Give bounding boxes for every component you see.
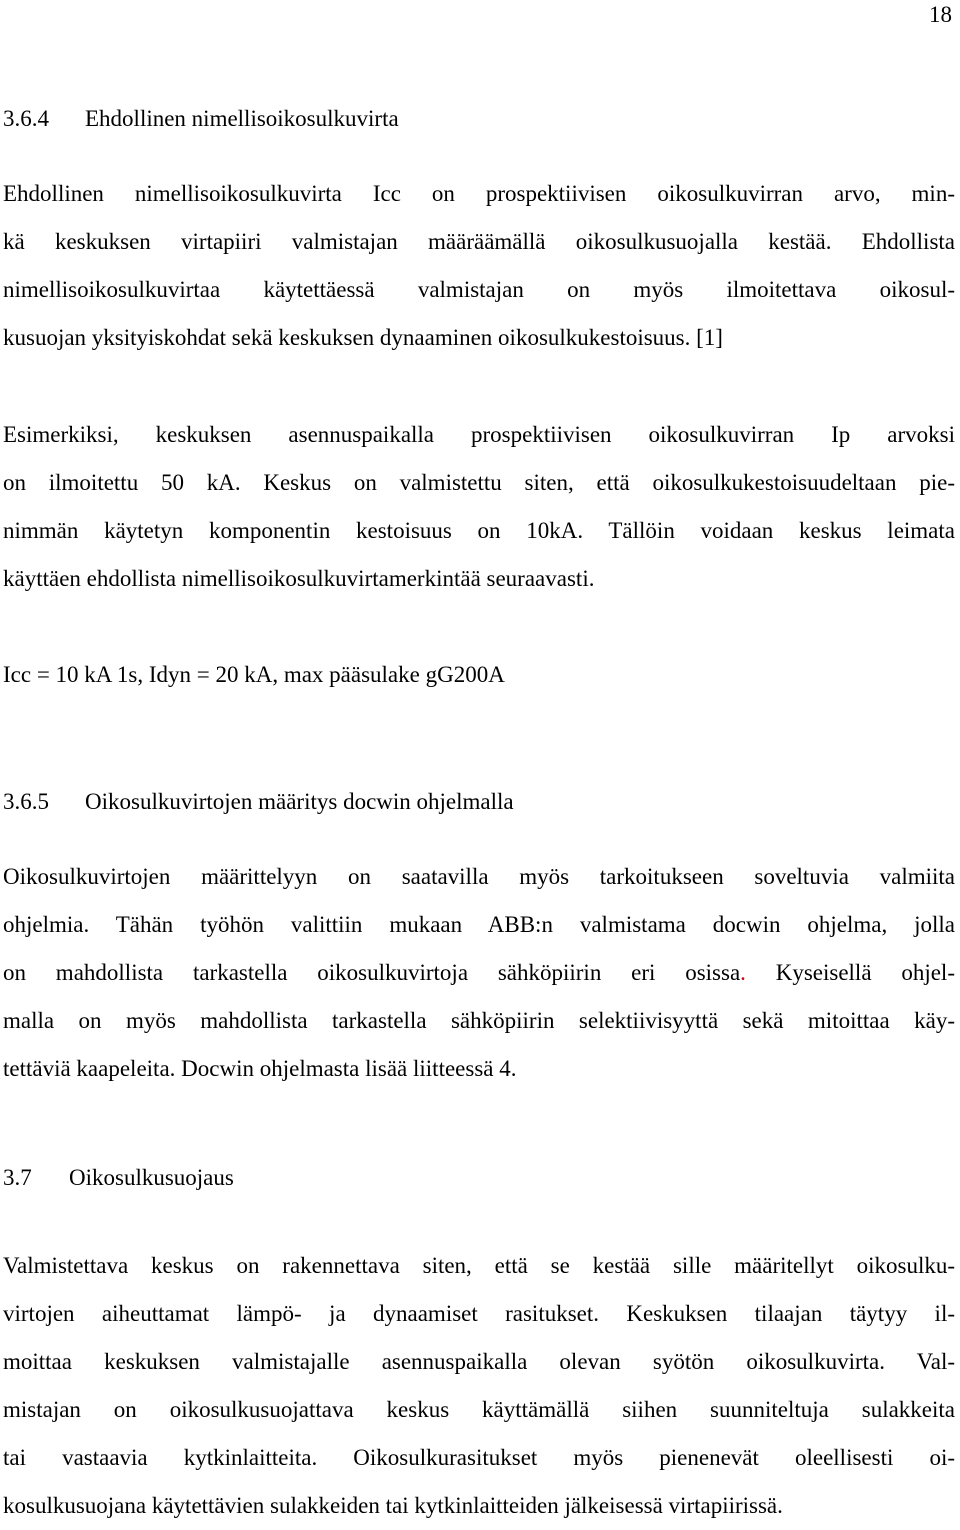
text-line: tettäviä kaapeleita. Docwin ohjelmasta lisää liitteessä 4. — [3, 1056, 517, 1081]
section-heading-3-6-4 — [3, 104, 399, 134]
section-number: 3.6.5 — [3, 789, 49, 814]
page-number: 18 — [929, 2, 952, 27]
text-line: Ehdollinen nimellisoikosulkuvirta Icc on prospektiivisen oikosulkuvirran arvo, min- — [3, 181, 955, 206]
text-line: moittaa keskuksen valmistajalle asennuspaikalla olevan syötön oikosulkuvirta. Val- — [3, 1349, 955, 1374]
text-line: käyttäen ehdollista nimellisoikosulkuvirtamerkintää seuraavasti. — [3, 566, 595, 591]
red-period-mark: . — [740, 960, 746, 985]
text-segment: Kyseisellä ohjel- — [745, 960, 955, 985]
text-line-with-mark — [3, 949, 955, 997]
text-line: Esimerkiksi, keskuksen asennuspaikalla prospektiivisen oikosulkuvirran Ip arvoksi — [3, 422, 955, 447]
paragraph-docwin — [3, 853, 955, 1093]
text-line: Oikosulkuvirtojen määrittelyyn on saatavilla myös tarkoitukseen soveltuvia valmiita — [3, 864, 955, 889]
paragraph-example — [3, 411, 955, 603]
text-line: kä keskuksen virtapiiri valmistajan määräämällä oikosulkusuojalla kestää. Ehdollista — [3, 229, 955, 254]
text-line: mistajan on oikosulkusuojattava keskus käyttämällä siihen suunniteltuja sulakkeita — [3, 1397, 955, 1422]
text-line: kosulkusuojana käytettävien sulakkeiden tai kytkinlaitteiden jälkeisessä virtapiirissä. — [3, 1493, 783, 1518]
section-number: 3.6.4 — [3, 106, 49, 131]
formula-line: Icc = 10 kA 1s, Idyn = 20 kA, max pääsulake gG200A — [3, 662, 505, 687]
section-title: Oikosulkuvirtojen määritys docwin ohjelmalla — [85, 789, 514, 814]
text-segment: on mahdollista tarkastella oikosulkuvirtoja sähköpiirin eri osissa — [3, 960, 741, 985]
text-line: Valmistettava keskus on rakennettava siten, että se kestää sille määritellyt oikosulku- — [3, 1253, 955, 1278]
text-line: on ilmoitettu 50 kA. Keskus on valmistettu siten, että oikosulkukestoisuudeltaan pie- — [3, 470, 955, 495]
text-line: kusuojan yksityiskohdat sekä keskuksen dynaaminen oikosulkukestoisuus. [1] — [3, 325, 723, 350]
section-title: Ehdollinen nimellisoikosulkuvirta — [85, 106, 399, 131]
section-title: Oikosulkusuojaus — [69, 1165, 234, 1190]
text-line: malla on myös mahdollista tarkastella sähköpiirin selektiivisyyttä sekä mitoittaa käy- — [3, 1008, 955, 1033]
paragraph-short-circuit-protection — [3, 1242, 955, 1530]
text-line: nimmän käytetyn komponentin kestoisuus on 10kA. Tällöin voidaan keskus leimata — [3, 518, 955, 543]
section-heading-3-6-5 — [3, 787, 514, 817]
text-line: tai vastaavia kytkinlaitteita. Oikosulkurasitukset myös pienenevät oleellisesti oi- — [3, 1445, 955, 1470]
text-line: ohjelmia. Tähän työhön valittiin mukaan ABB:n valmistama docwin ohjelma, jolla — [3, 912, 955, 937]
paragraph-conditional-current — [3, 170, 955, 362]
text-line: virtojen aiheuttamat lämpö- ja dynaamiset rasitukset. Keskuksen tilaajan täytyy il- — [3, 1301, 955, 1326]
section-number: 3.7 — [3, 1165, 32, 1190]
section-heading-3-7 — [3, 1163, 234, 1193]
text-line: nimellisoikosulkuvirtaa käytettäessä valmistajan on myös ilmoitettava oikosul- — [3, 277, 955, 302]
